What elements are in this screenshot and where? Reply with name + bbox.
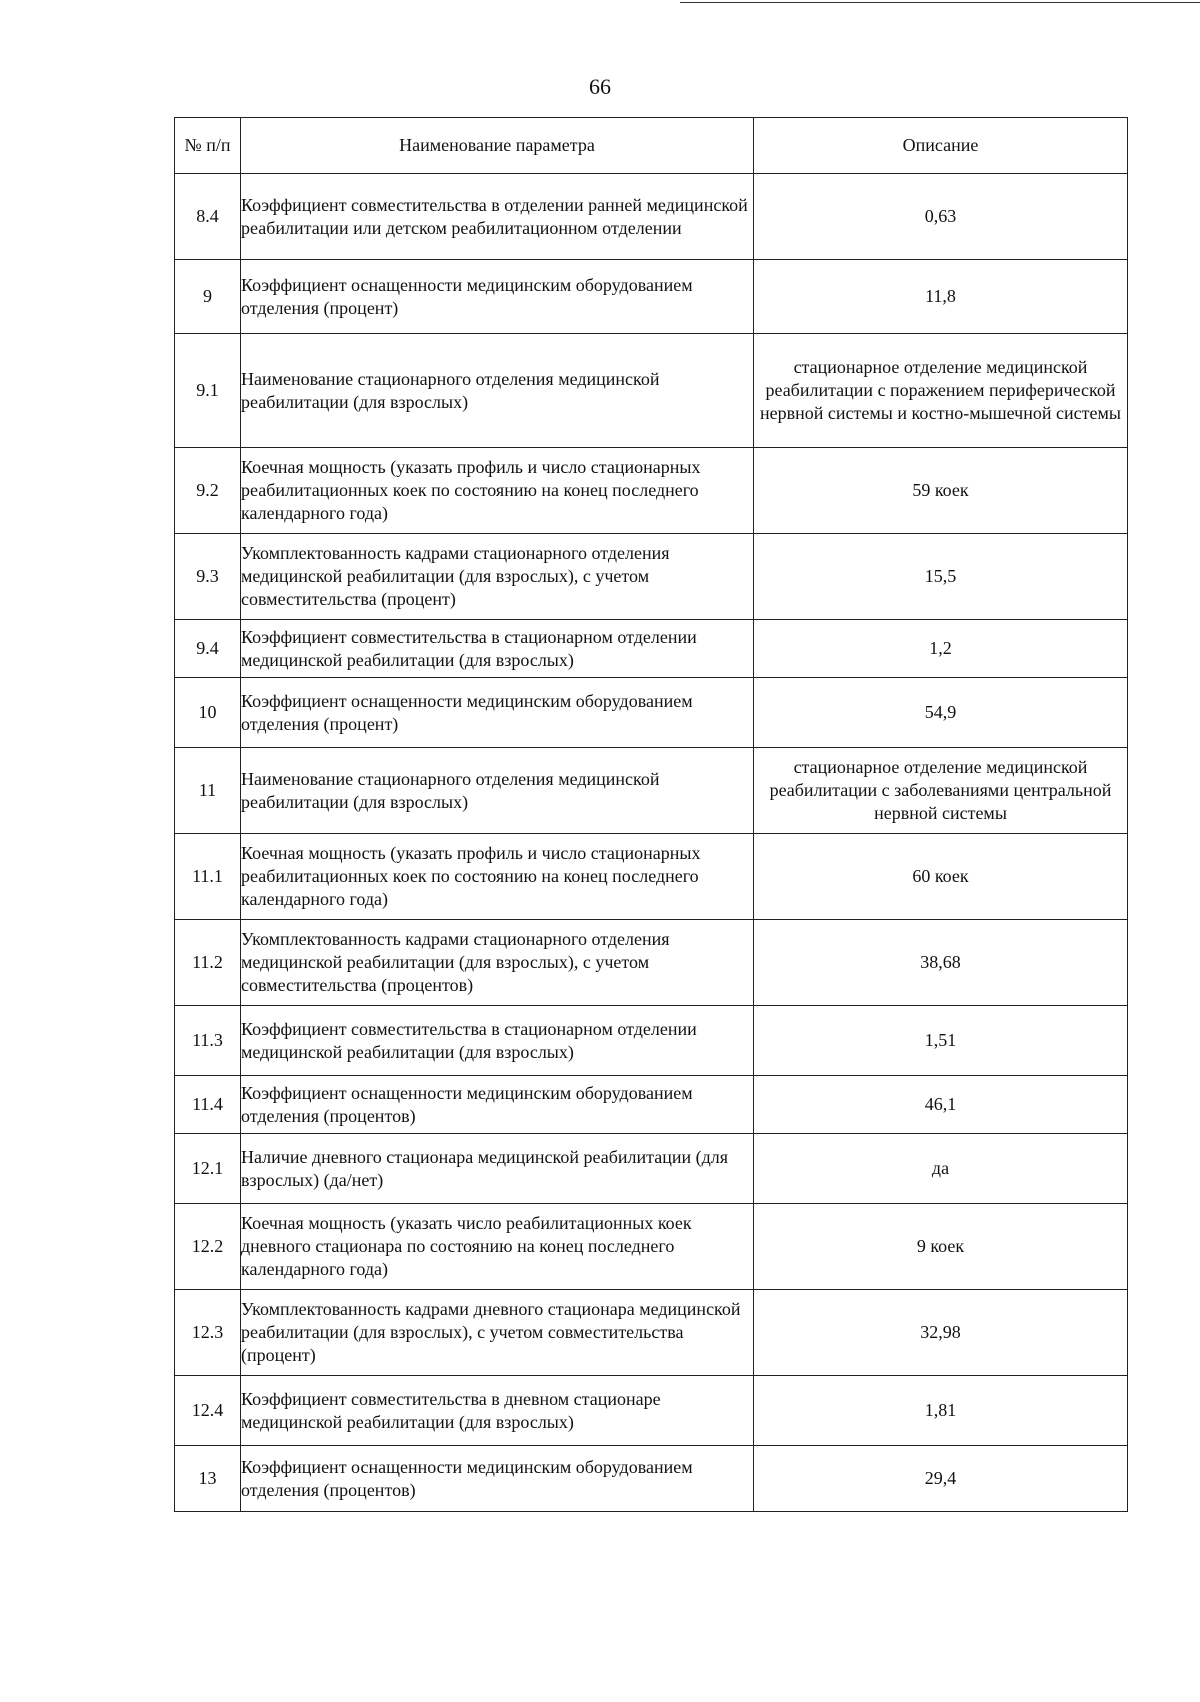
parameter-name: Коечная мощность (указать профиль и число стационарных реабилитационных коек по состоянию на конец последнего календарного года)	[241, 834, 754, 920]
row-number: 12.2	[175, 1204, 241, 1290]
table-row	[175, 448, 1128, 534]
parameter-description: 1,51	[754, 1006, 1128, 1076]
parameter-description: 32,98	[754, 1290, 1128, 1376]
row-number: 9.3	[175, 534, 241, 620]
top-edge-rule	[680, 2, 1200, 3]
table-row	[175, 1006, 1128, 1076]
row-number: 11.1	[175, 834, 241, 920]
table-row	[175, 1446, 1128, 1512]
page-number: 66	[589, 74, 611, 99]
parameter-name: Наименование стационарного отделения медицинской реабилитации (для взрослых)	[241, 334, 754, 448]
parameter-description: 38,68	[754, 920, 1128, 1006]
table-row	[175, 1376, 1128, 1446]
table-header-row	[175, 118, 1128, 174]
parameter-description: 46,1	[754, 1076, 1128, 1134]
table-row	[175, 920, 1128, 1006]
row-number: 9.1	[175, 334, 241, 448]
table-row	[175, 1134, 1128, 1204]
table-row	[175, 534, 1128, 620]
row-number: 11	[175, 748, 241, 834]
header-number: № п/п	[175, 118, 241, 174]
parameter-name: Коэффициент совместительства в дневном стационаре медицинской реабилитации (для взрослых)	[241, 1376, 754, 1446]
table-row	[175, 1204, 1128, 1290]
row-number: 12.1	[175, 1134, 241, 1204]
parameter-description: 1,2	[754, 620, 1128, 678]
parameters-table	[174, 117, 1128, 1512]
table-row	[175, 1076, 1128, 1134]
table-row	[175, 334, 1128, 448]
parameter-name: Коэффициент оснащенности медицинским оборудованием отделения (процентов)	[241, 1446, 754, 1512]
table-row	[175, 620, 1128, 678]
parameter-name: Коэффициент оснащенности медицинским оборудованием отделения (процент)	[241, 678, 754, 748]
parameter-description: 60 коек	[754, 834, 1128, 920]
row-number: 11.3	[175, 1006, 241, 1076]
parameter-description: 0,63	[754, 174, 1128, 260]
table-row	[175, 748, 1128, 834]
row-number: 12.4	[175, 1376, 241, 1446]
header-description: Описание	[754, 118, 1128, 174]
table-row	[175, 260, 1128, 334]
row-number: 9.2	[175, 448, 241, 534]
row-number: 9.4	[175, 620, 241, 678]
parameter-name: Наименование стационарного отделения медицинской реабилитации (для взрослых)	[241, 748, 754, 834]
parameter-description: стационарное отделение медицинской реабилитации с поражением периферической нервной системы и костно-мышечной системы	[754, 334, 1128, 448]
parameter-name: Коечная мощность (указать число реабилитационных коек дневного стационара по состоянию на конец последнего календарного года)	[241, 1204, 754, 1290]
parameter-name: Укомплектованность кадрами стационарного отделения медицинской реабилитации (для взрослых), с учетом совместительства (процентов)	[241, 920, 754, 1006]
table-row	[175, 678, 1128, 748]
parameter-name: Коэффициент совместительства в стационарном отделении медицинской реабилитации (для взрослых)	[241, 1006, 754, 1076]
parameter-name: Укомплектованность кадрами дневного стационара медицинской реабилитации (для взрослых), с учетом совместительства (процент)	[241, 1290, 754, 1376]
row-number: 13	[175, 1446, 241, 1512]
parameter-name: Коечная мощность (указать профиль и число стационарных реабилитационных коек по состоянию на конец последнего календарного года)	[241, 448, 754, 534]
parameter-description: 1,81	[754, 1376, 1128, 1446]
parameter-description: 54,9	[754, 678, 1128, 748]
table-row	[175, 834, 1128, 920]
table-row	[175, 174, 1128, 260]
parameter-description: 11,8	[754, 260, 1128, 334]
parameter-description: 59 коек	[754, 448, 1128, 534]
parameter-description: 15,5	[754, 534, 1128, 620]
parameter-description: 9 коек	[754, 1204, 1128, 1290]
parameter-name: Укомплектованность кадрами стационарного отделения медицинской реабилитации (для взрослых), с учетом совместительства (процент)	[241, 534, 754, 620]
table-row	[175, 1290, 1128, 1376]
parameter-name: Коэффициент оснащенности медицинским оборудованием отделения (процент)	[241, 260, 754, 334]
header-parameter-name: Наименование параметра	[241, 118, 754, 174]
row-number: 11.4	[175, 1076, 241, 1134]
parameter-name: Коэффициент оснащенности медицинским оборудованием отделения (процентов)	[241, 1076, 754, 1134]
row-number: 12.3	[175, 1290, 241, 1376]
row-number: 8.4	[175, 174, 241, 260]
parameter-name: Коэффициент совместительства в стационарном отделении медицинской реабилитации (для взрослых)	[241, 620, 754, 678]
parameter-description: да	[754, 1134, 1128, 1204]
row-number: 11.2	[175, 920, 241, 1006]
parameter-description: 29,4	[754, 1446, 1128, 1512]
row-number: 9	[175, 260, 241, 334]
parameter-name: Наличие дневного стационара медицинской реабилитации (для взрослых) (да/нет)	[241, 1134, 754, 1204]
row-number: 10	[175, 678, 241, 748]
parameter-name: Коэффициент совместительства в отделении ранней медицинской реабилитации или детском реабилитационном отделении	[241, 174, 754, 260]
parameter-description: стационарное отделение медицинской реабилитации с заболеваниями центральной нервной системы	[754, 748, 1128, 834]
